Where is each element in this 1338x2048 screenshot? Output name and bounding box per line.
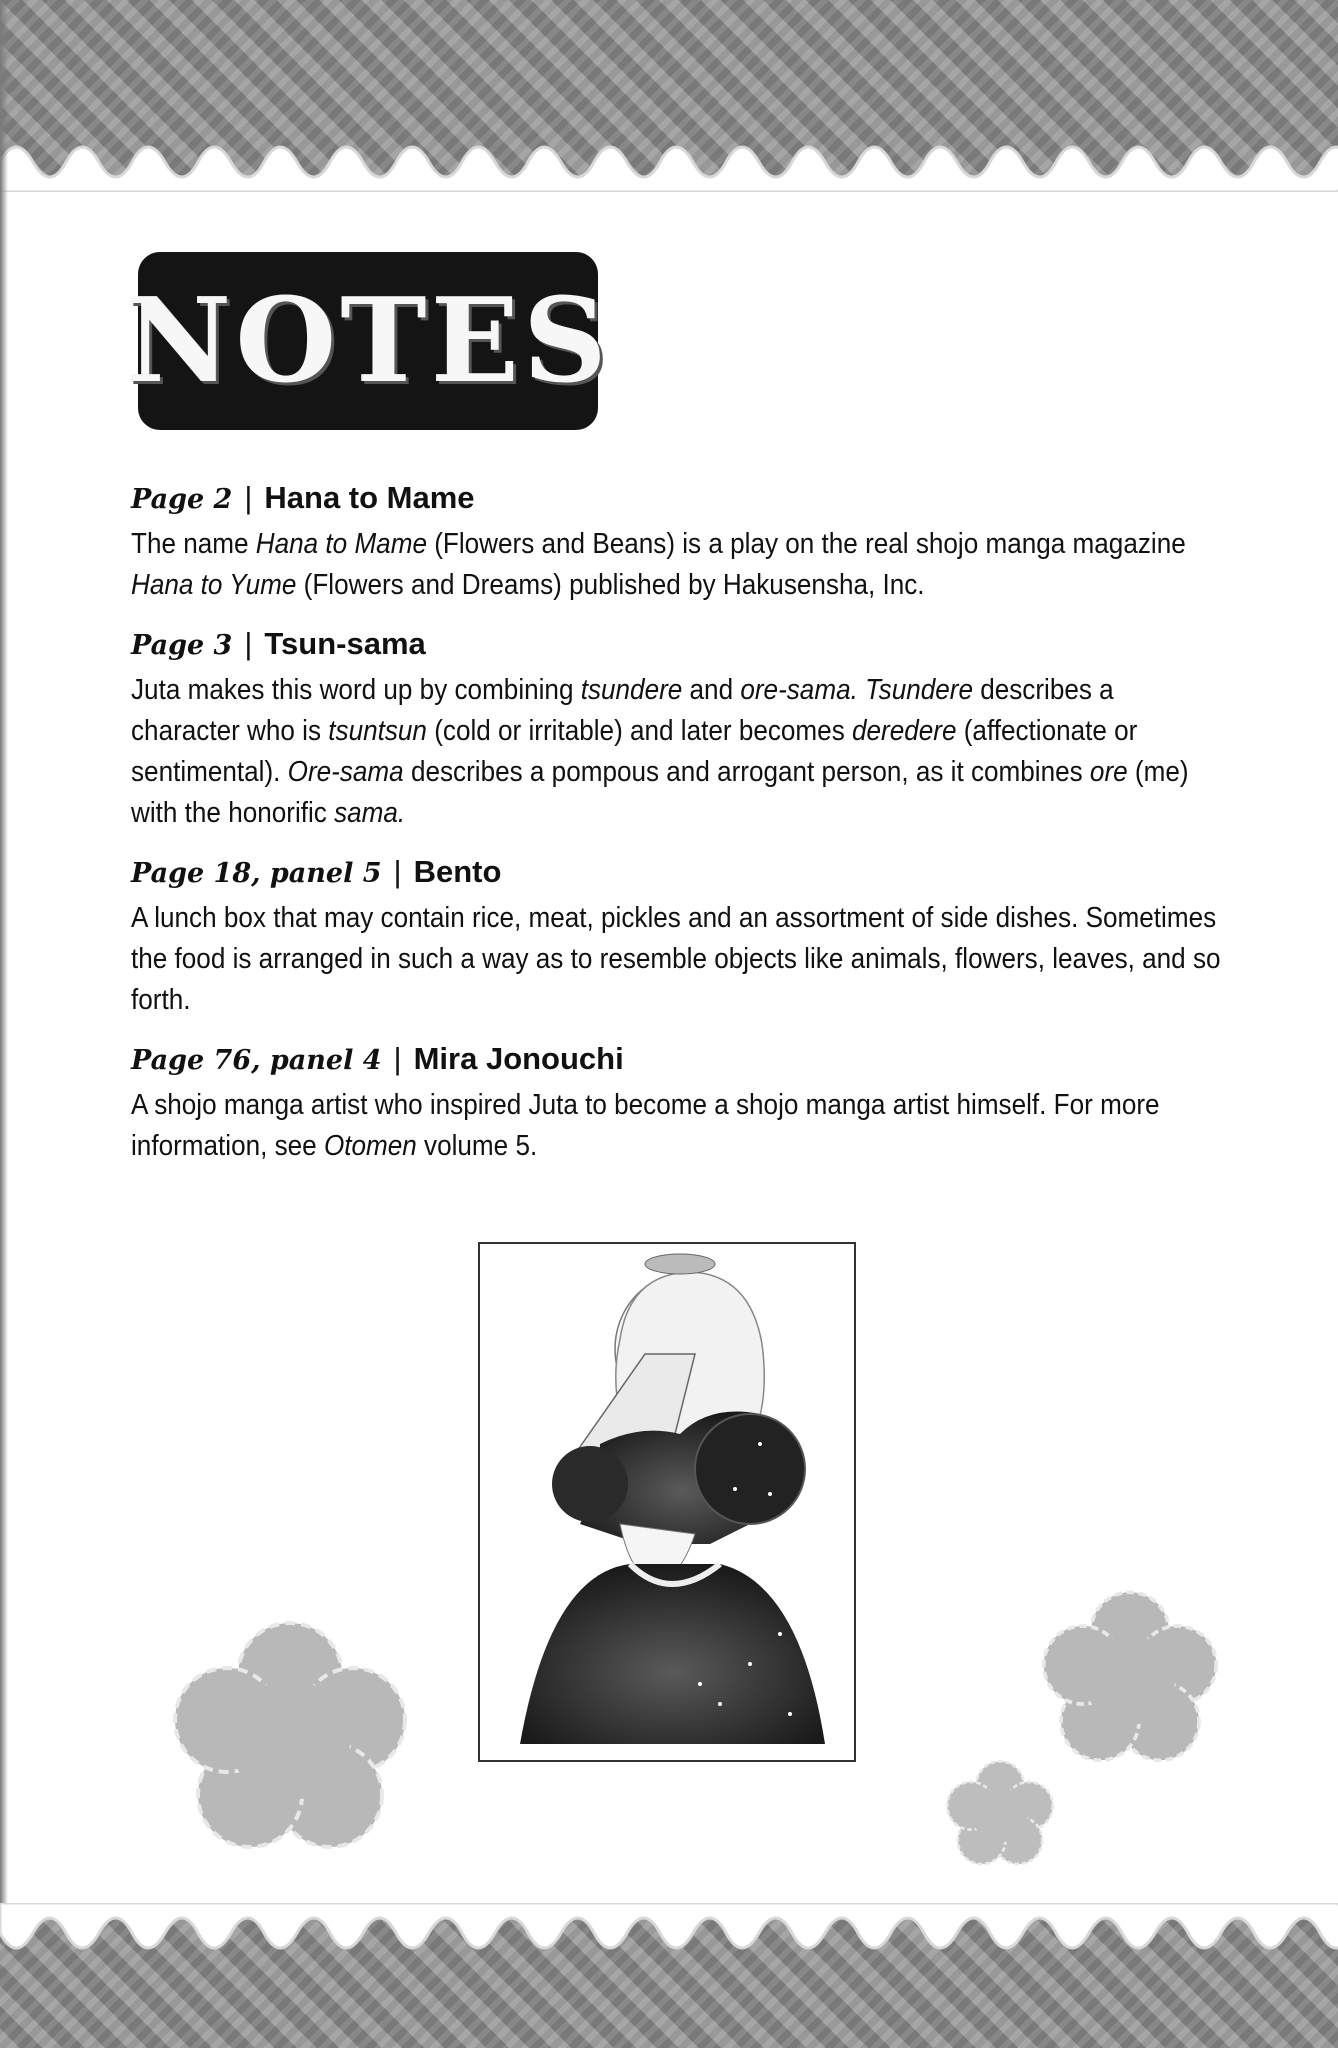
heading-separator: | <box>393 854 402 889</box>
body-text: (Flowers and Beans) is a play on the real shojo manga magazine <box>426 528 1186 560</box>
note-heading <box>131 620 1221 670</box>
body-text: The name <box>131 528 256 560</box>
note-page-ref: Page 76, panel 4 <box>131 1045 382 1076</box>
body-text: volume 5. <box>416 1130 538 1162</box>
note-body <box>131 670 1225 834</box>
notes-list <box>131 474 1221 1181</box>
note-heading <box>131 474 1221 524</box>
page-edge-shadow <box>0 0 8 2048</box>
body-text: (me) with the honorific <box>131 756 1189 829</box>
top-patterned-border <box>0 0 1338 190</box>
note-body <box>131 898 1225 1021</box>
plum-blossom-icon <box>170 1620 410 1860</box>
body-text: and <box>682 674 741 706</box>
italic-term: Otomen <box>323 1130 417 1162</box>
body-text: describes a character who is <box>131 674 1114 747</box>
plum-blossom-icon <box>1040 1590 1220 1770</box>
heading-separator: | <box>244 626 253 661</box>
body-text: (affectionate or sentimental). <box>131 715 1138 788</box>
body-text <box>858 674 865 706</box>
note-page-ref: Page 3 <box>131 630 233 661</box>
italic-term: ore <box>1089 756 1128 788</box>
italic-term: Hana to Yume <box>131 569 297 601</box>
note-title: Tsun-sama <box>264 626 426 661</box>
plum-blossom-icon <box>945 1760 1055 1870</box>
note-heading <box>131 1035 1221 1085</box>
note-entry <box>131 474 1221 606</box>
ric-rac-trim-top <box>0 132 1338 192</box>
notes-title: NOTES <box>125 273 611 409</box>
ric-rac-trim-bottom <box>0 1903 1338 1963</box>
italic-term: tsuntsun <box>328 715 427 747</box>
note-title: Mira Jonouchi <box>413 1041 624 1076</box>
italic-term: tsundere <box>580 674 683 706</box>
italic-term: Hana to Mame <box>255 528 427 560</box>
note-page-ref: Page 2 <box>131 484 233 515</box>
note-entry <box>131 620 1221 834</box>
body-text: (cold or irritable) and later becomes <box>426 715 852 747</box>
heading-separator: | <box>244 480 253 515</box>
italic-term: sama. <box>334 797 406 829</box>
body-text: Juta makes this word up by combining <box>131 674 581 706</box>
note-title: Hana to Mame <box>264 480 475 515</box>
italic-term: deredere <box>851 715 957 747</box>
body-text: describes a pompous and arrogant person, as it combines <box>403 756 1090 788</box>
note-entry <box>131 1035 1221 1167</box>
bottom-patterned-border <box>0 1905 1338 2048</box>
body-text: A lunch box that may contain rice, meat, pickles and an assortment of side dishes. Sometimes the food is arranged in such a way as to resemble objects like animals, flowers, leaves, and so forth. <box>131 902 1221 1016</box>
body-text: (Flowers and Dreams) published by Hakusensha, Inc. <box>296 569 925 601</box>
note-body <box>131 1085 1225 1167</box>
italic-term: Ore-sama <box>287 756 404 788</box>
note-title: Bento <box>413 854 502 889</box>
note-entry <box>131 848 1221 1021</box>
note-heading <box>131 848 1221 898</box>
note-body <box>131 524 1225 606</box>
italic-term: ore-sama. <box>740 674 858 706</box>
body-text: A shojo manga artist who inspired Juta to become a shojo manga artist himself. For more information, see <box>131 1089 1160 1162</box>
heading-separator: | <box>393 1041 402 1076</box>
princess-illustration-frame <box>478 1242 856 1762</box>
notes-title-badge <box>125 252 611 430</box>
note-page-ref: Page 18, panel 5 <box>131 858 382 889</box>
princess-illustration <box>480 1244 854 1760</box>
italic-term: Tsundere <box>865 674 973 706</box>
